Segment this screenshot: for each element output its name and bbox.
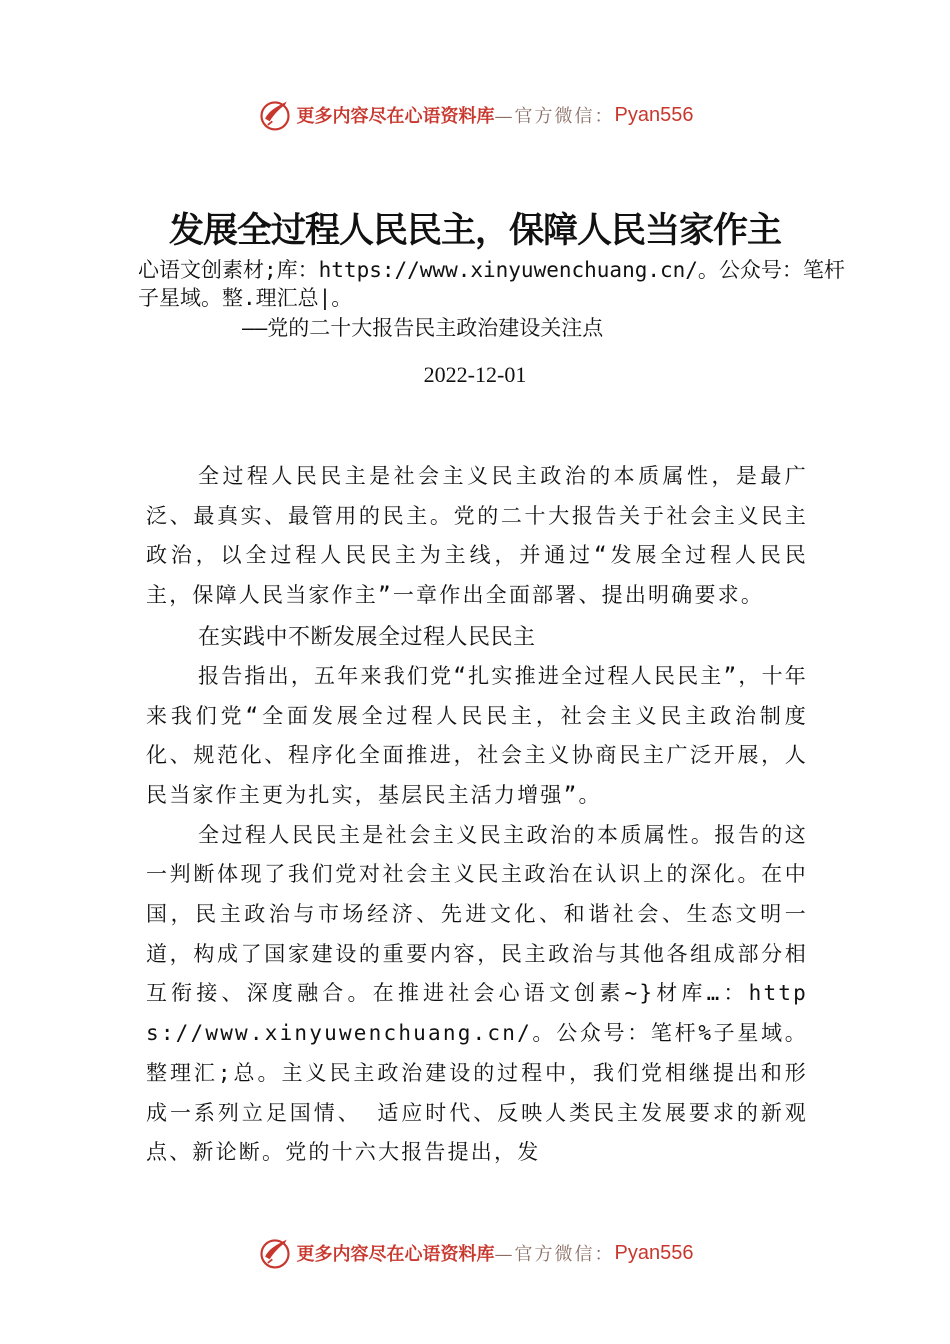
header-banner: [0, 95, 950, 135]
paragraph: 全过程人民民主是社会主义民主政治的本质属性，是最广泛、最真实、最管用的民主。党的二十大报告关于社会主义民主政治，以全过程人民民主为主线，并通过“发展全过程人民民主，保障人民当家作主”一章作出全面部署、提出明确要求。: [146, 464, 808, 608]
watermark-text: 心语文创素材;库：https://www.xinyuwenchuang.cn/。公众号：笔杆子星域。整.理汇总|。: [138, 258, 845, 310]
pen-logo-icon: [257, 97, 293, 133]
paragraph: 报告指出，五年来我们党“扎实推进全过程人民民主”，十年来我们党“全面发展全过程人民民主，社会主义民主政治制度化、规范化、程序化全面推进，社会主义协商民主广泛开展，人民当家作主更为扎实，基层民主活力增强”。: [146, 663, 808, 807]
banner-wechat-label: —官方微信：: [494, 1244, 615, 1265]
banner-library-text: 更多内容尽在心语资料库: [296, 1244, 495, 1265]
paragraph: 全过程人民民主是社会主义民主政治的本质属性。报告的这一判断体现了我们党对社会主义民主政治在认识上的深化。在中国，民主政治与市场经济、先进文化、和谐社会、生态文明一道，构成了国家建设的重要内容，民主政治与其他各组成部分相互衔接、深度融合。在推进社会心语文创素~}材库…：https://www.xinyuwenchuang.cn/。公众号：笔杆%子星域。整理汇;总。主义民主政治建设的过程中，我们党相继提出和形成一系列立足国情、 适应时代、反映人类民主发展要求的新观点、新论断。党的十六大报告提出，发: [146, 822, 808, 1165]
banner-wechat-id: Pyan556: [614, 1241, 694, 1264]
banner-library-text: 更多内容尽在心语资料库: [296, 106, 495, 127]
footer-banner: [0, 1233, 950, 1273]
banner-wechat-label: —官方微信：: [494, 106, 615, 127]
section-heading: 在实践中不断发展全过程人民民主: [198, 623, 536, 649]
article-body: [146, 457, 808, 1173]
banner-wechat-id: Pyan556: [614, 103, 694, 126]
pen-logo-icon: [257, 1235, 293, 1271]
page-subtitle: ——党的二十大报告民主政治建设关注点: [242, 316, 604, 340]
publish-date: 2022-12-01: [423, 362, 527, 387]
page-title: 发展全过程人民民主，保障人民当家作主: [168, 210, 781, 251]
